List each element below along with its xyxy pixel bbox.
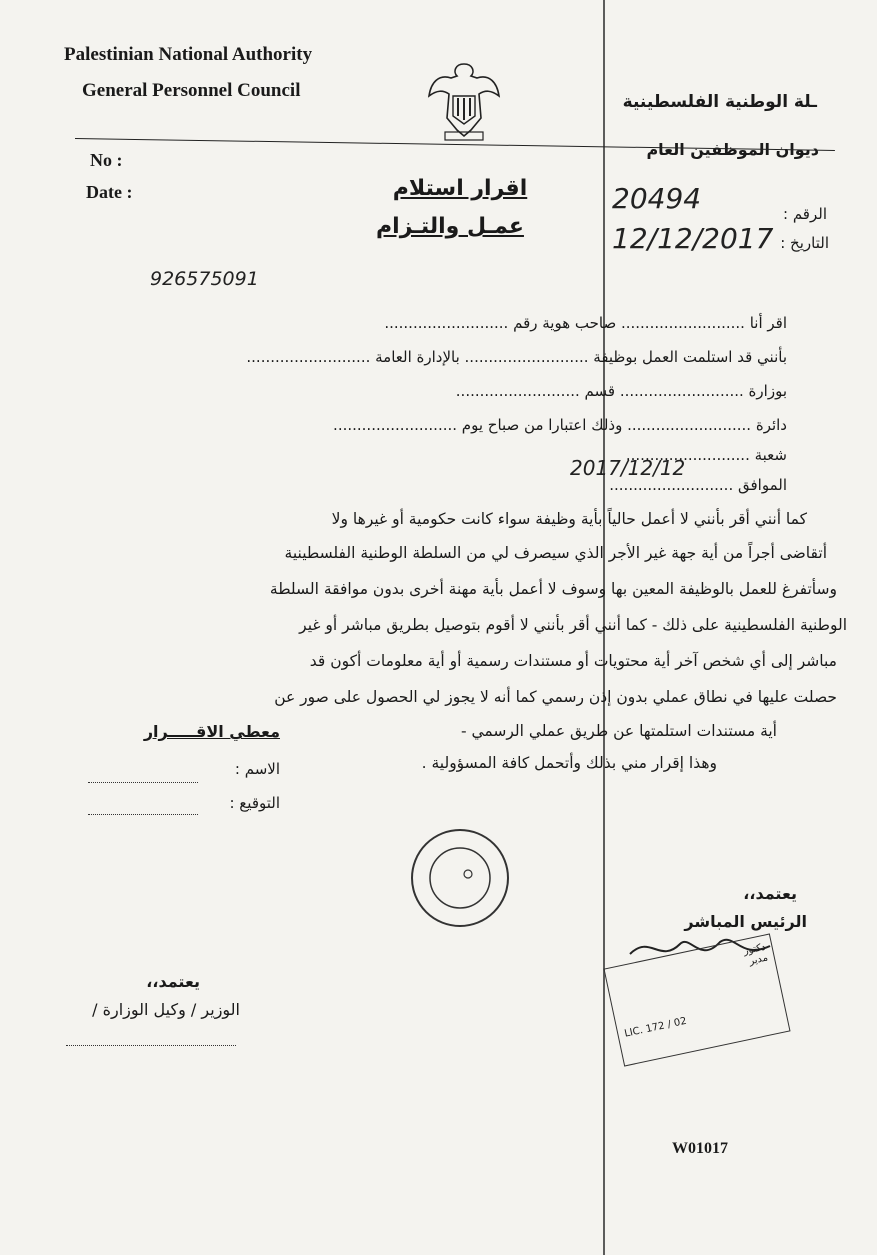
authority-name-en: Palestinian National Authority [64,44,313,65]
signatory-signature-label: التوقيع : [229,794,280,812]
declaration-line-2: أتقاضى أجراً من أية جهة غير الأجر الذي سيصرف لي من السلطة الوطنية الفلسطينية [284,544,827,562]
signatory-name-label: الاسم : [234,760,280,778]
manager-seal-line-1: دكتور [742,941,767,958]
signatory-signature-field [88,814,198,815]
form-line-date: الموافق .......................... [609,476,787,494]
declaration-line-5: مباشر إلى أي شخص آخر أية محتويات أو مستندات رسمية أو أية معلومات أكون قد [309,652,837,670]
document-title-line1: اقرار استلام [392,176,528,201]
authority-name-ar: ـلة الوطنية الفلسطينية [622,92,817,112]
minister-title: الوزير / وكيل الوزارة / [92,1000,240,1019]
declaration-line-7: أية مستندات استلمتها عن طريق عملي الرسمي - [460,722,777,740]
arabic-number-label: الرقم : [783,205,827,223]
form-line-employee: اقر أنا .......................... صاحب هوية رقم .......................... [384,314,787,332]
direct-manager-title: الرئيس المباشر [684,912,807,931]
declaration-line-3: وسأتفرغ للعمل بالوظيفة المعين بها وسوف لا أعمل بأية مهنة أخرى بدون موافقة السلطة [269,580,837,598]
signatory-heading: معطي الاقـــــرار [143,722,280,741]
handwritten-date: 12/12/2017 [612,222,774,255]
handwritten-number: 20494 [612,182,702,215]
signatory-name-field [88,782,198,783]
form-line-position: بأنني قد استلمت العمل بوظيفة .......................... بالإدارة العامة .......................... [246,348,787,366]
declaration-line-6: حصلت عليها في نطاق عملي بدون إذن رسمي كما أنه لا يجوز لي الحصول على صور عن [274,688,837,706]
form-code: W01017 [672,1140,728,1157]
council-name-en: General Personnel Council [82,80,301,101]
eagle-emblem-icon [425,58,503,142]
date-label: Date : [86,182,133,202]
form-line-ministry: بوزارة .......................... قسم .......................... [455,382,787,400]
minister-approval-label: يعتمد،، [146,972,200,991]
number-label: No : [90,150,123,170]
direct-manager-approval-label: يعتمد،، [743,884,797,903]
council-name-ar: ديوان الموظفين العام [646,140,819,159]
manager-seal-license: LIC. 172 / 02 [623,1015,688,1040]
declaration-line-1: كما أنني أقر بأنني لا أعمل حالياً بأية وظيفة سواء كانت حكومية أو غيرها ولا [331,510,807,528]
handwritten-start-date: 2017/12/12 [570,456,686,480]
arabic-date-label: التاريخ : [780,234,829,252]
declaration-line-8: وهذا إقرار مني بذلك وأتحمل كافة المسؤولية . [421,754,717,772]
form-line-department: دائرة .......................... وذلك اعتبارا من صباح يوم .......................... [333,416,787,434]
manager-seal-line-2: مدير [748,952,769,968]
document-title-line2: عمـل والتـزام [376,214,524,239]
declaration-line-4: الوطنية الفلسطينية على ذلك - كما أنني أقر بأنني لا أقوم بتوصيل بطريق مباشر أو غير [299,616,847,634]
minister-signature-field [66,1045,236,1046]
handwritten-id-number: 926575091 [150,268,259,290]
form-line-section: شعبة .......................... [625,446,787,464]
department-stamp-icon [408,826,512,930]
